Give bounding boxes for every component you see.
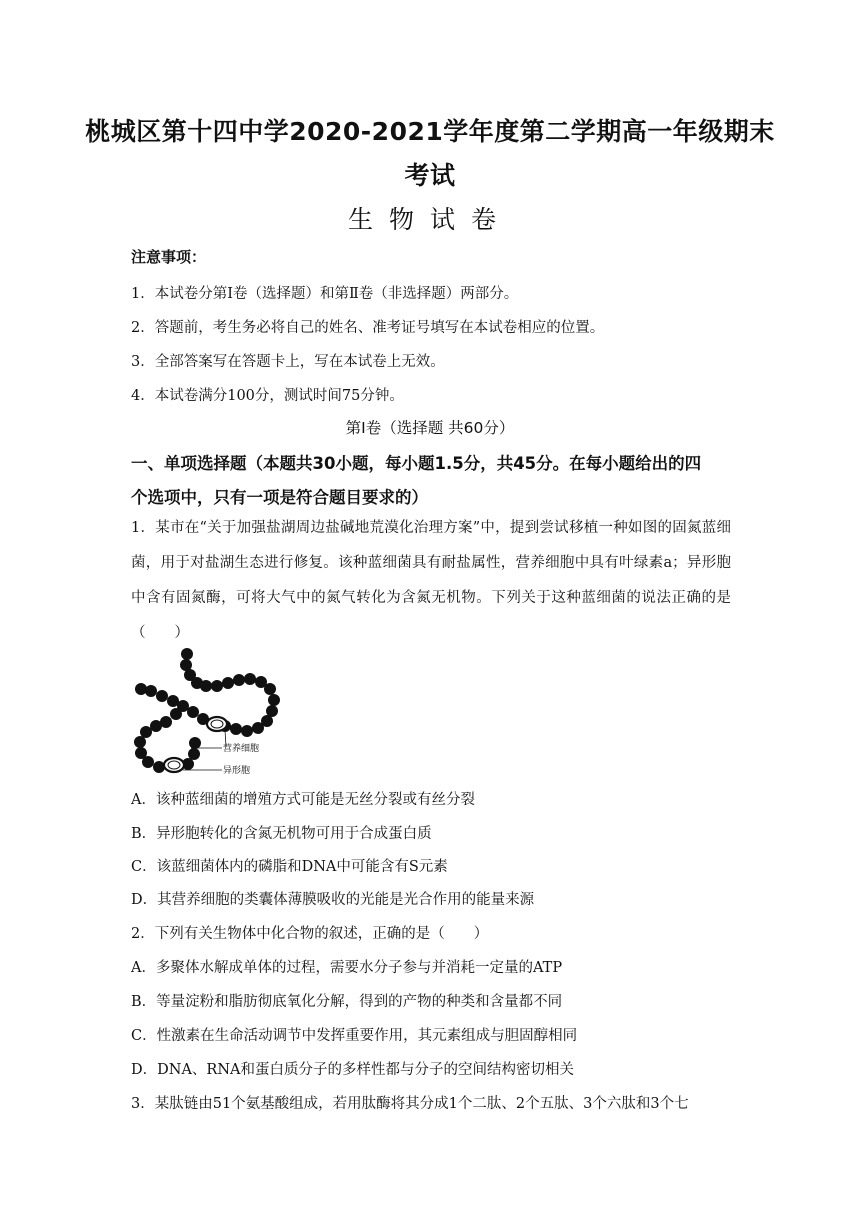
note-item-4: 4．本试卷满分100分，测试时间75分钟。: [131, 388, 404, 404]
note-item-1: 1．本试卷分第Ⅰ卷（选择题）和第Ⅱ卷（非选择题）两部分。: [131, 286, 519, 302]
cyanobacteria-figure: [131, 646, 281, 776]
figure-label-heterocyst: 异形胞: [223, 766, 251, 776]
subject-title: 生物试卷: [347, 205, 512, 234]
figure-label-vegetative: 营养细胞: [223, 744, 260, 754]
cell-chain: [134, 648, 280, 773]
note-item-2: 2．答题前，考生务必将自己的姓名、准考证号填写在本试卷相应的位置。: [131, 320, 605, 336]
question-3-stem: 3．某肽链由51个氨基酸组成，若用肽酶将其分成1个二肽、2个五肽、3个六肽和3个七: [131, 1096, 689, 1112]
exam-title-line1: 桃城区第十四中学2020-2021学年度第二学期高一年级期末: [85, 117, 775, 146]
q2-option-a: A．多聚体水解成单体的过程，需要水分子参与并消耗一定量的ATP: [131, 960, 563, 976]
q1-option-d: D．其营养细胞的类囊体薄膜吸收的光能是光合作用的能量来源: [131, 892, 535, 908]
section1-instruction-line2: 个选项中，只有一项是符合题目要求的）: [131, 488, 428, 507]
question-2-stem: 2．下列有关生物体中化合物的叙述，正确的是（ ）: [131, 926, 489, 942]
q2-option-b: B．等量淀粉和脂肪彻底氧化分解，得到的产物的种类和含量都不同: [131, 994, 563, 1010]
q1-option-a: A．该种蓝细菌的增殖方式可能是无丝分裂或有丝分裂: [131, 792, 475, 808]
exam-title-line2: 考试: [404, 161, 456, 190]
question-1-stem: 1．某市在“关于加强盐湖周边盐碱地荒漠化治理方案”中，提到尝试移植一种如图的固氮蓝细菌，用于对盐湖生态进行修复。该种蓝细菌具有耐盐属性，营养细胞中具有叶绿素a；异形胞中含有固氮酶，可将大气中的氮气转化为含氮无机物。下列关于这种蓝细菌的说法正确的是（ ）: [131, 520, 731, 641]
note-item-3: 3．全部答案写在答题卡上，写在本试卷上无效。: [131, 354, 445, 370]
heterocyst-outline: [164, 758, 184, 772]
vegetative-cell-outline: [207, 717, 227, 731]
q1-option-c: C．该蓝细菌体内的磷脂和DNA中可能含有S元素: [131, 859, 448, 875]
q2-option-c: C．性激素在生命活动调节中发挥重要作用，其元素组成与胆固醇相同: [131, 1028, 578, 1044]
q1-option-b: B．异形胞转化的含氮无机物可用于合成蛋白质: [131, 826, 432, 842]
section1-title: 第Ⅰ卷（选择题 共60分）: [345, 419, 515, 437]
section1-instruction-line1: 一、单项选择题（本题共30小题，每小题1.5分，共45分。在每小题给出的四: [131, 454, 702, 473]
q2-option-d: D．DNA、RNA和蛋白质分子的多样性都与分子的空间结构密切相关: [131, 1062, 574, 1078]
notes-heading: 注意事项：: [131, 248, 207, 266]
